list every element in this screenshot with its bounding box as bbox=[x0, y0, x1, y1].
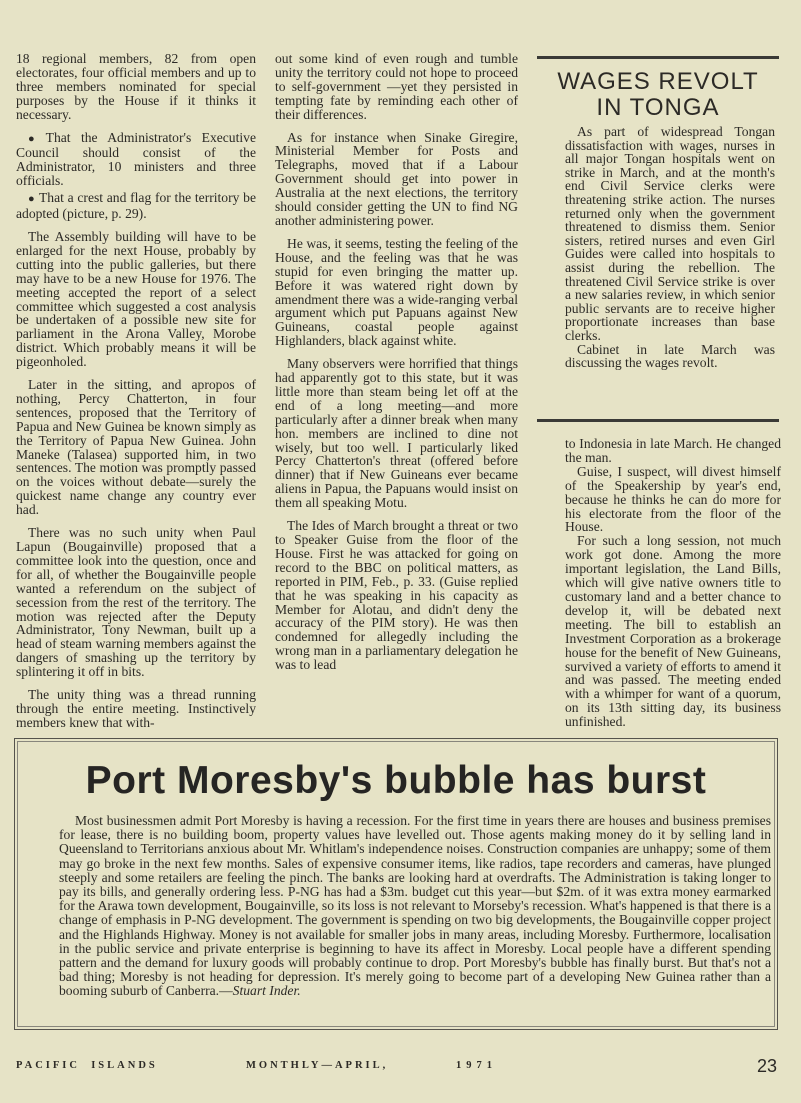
paragraph: 18 regional members, 82 from open electorates, four official members and up to three members nominated for special purposes by the House if it thinks it necessary. bbox=[16, 51, 256, 122]
paragraph: The unity thing was a thread running through the entire meeting. Instinctively members knew that with- bbox=[16, 687, 256, 730]
paragraph: The Ides of March brought a threat or two to Speaker Guise from the floor of the House. First he was attacked for going on record to the BBC on political matters, as reported in PIM, Feb., p. 33. (Guise replied that he was speaking in his capacity as Member for Alotau, and didn't deny the accuracy of the PIM story). He was then condemned for allegedly including the wrong man in a parliamentary delegation he was to lead bbox=[275, 518, 518, 673]
paragraph: For such a long session, not much work got done. Among the more important legislation, the Land Bills, which will give native owners title to customary land and a better chance to develop it, will be debated next meeting. The bill to establish an Investment Corporation as a brokerage house for the benefit of New Guineans, survived a variety of efforts to amend it and was passed. The meeting ended with a whimper for want of a quorum, on its 13th sitting day, its business unfinished. bbox=[565, 533, 781, 730]
issue-month: MONTHLY—APRIL, bbox=[246, 1060, 389, 1071]
bullet-icon: ● bbox=[28, 132, 42, 145]
paragraph: As for instance when Sinake Giregire, Ministerial Member for Posts and Telegraphs, moved that if a Labour Government should get into power in Australia at the next elections, the territory should consider getting the UN to find NG another administering power. bbox=[275, 129, 518, 228]
byline: Stuart Inder. bbox=[232, 983, 301, 999]
paragraph: Guise, I suspect, will divest himself of the Speakership by year's end, because he thinks he can do more for his electorate from the floor of the House. bbox=[565, 463, 781, 535]
paragraph: Later in the sitting, and apropos of nothing, Percy Chatterton, in four sentences, proposed that the Territory of Papua and New Guinea be known simply as the Territory of Papua New Guinea. John Maneke (Talasea) supported him, in two sentences. The motion was promptly passed on the voices without debate—surely the quickest name change any country ever had. bbox=[16, 377, 256, 518]
bullet-item: ● That the Administrator's Executive Council should consist of the Administrator, 10 ministers and three officials. bbox=[16, 129, 256, 189]
article-column-2 bbox=[275, 52, 518, 681]
box-headline: Port Moresby's bubble has burst bbox=[85, 759, 707, 802]
paragraph: The Assembly building will have to be enlarged for the next House, probably by cutting into the public galleries, but there may have to be a new House for 1976. The meeting accepted the report of a select committee which suggested a cost analysis be undertaken of a possible new site for parliament in the Arona Valley, Morobe district. Which probably means it will be pigeonholed. bbox=[16, 228, 256, 370]
paragraph: to Indonesia in late March. He changed the man. bbox=[565, 436, 781, 465]
paragraph: Most businessmen admit Port Moresby is having a recession. For the first time in years there are houses and business premises for lease, there is no building boom, property values have levelled out. Those agents making money do it by selling land in Queensland to Territorians anxious about Mr. Whitlam's independence noises. Construction companies are unhappy; some of them may go broke in the next few months. Sales of expensive consumer items, like radios, tape recorders and cameras, have plunged steeply and some retailers are feeling the pinch. The banks are looking hard at overdrafts. The Administration is taking longer to pay its bills, and generally ordering less. P-NG has had a $3m. budget cut this year—but $2m. of it was extra money earmarked for the Arawa town development, Bougainville, so its loss is not relevant to Morseby's recession. What's happened is that there is a change of emphasis in P-NG development. The government is spending on two big developments, the Bougainville copper project and the Highlands Highway. Money is not available for smaller jobs in many areas, including Moresby. Furthermore, localisation in the public service and private enterprise is beginning to have its affect in Moresby. Local people have a different spending pattern and the demand for luxury goods will probably continue to drop. Port Moresby's bubble has finally burst. But that's not a bad thing; Moresby is not heading for depression. It's merely going to become part of a developing New Guinea rather than a booming suburb of Canberra.—Stuart Inder. bbox=[59, 813, 771, 999]
box-body bbox=[59, 814, 771, 999]
paragraph: There was no such unity when Paul Lapun (Bougainville) proposed that a committee look into the question, once and for all, of whether the Bougainville people wanted a referendum on the subject of secession from the rest of the territory. The motion was rejected after the Deputy Administrator, Tony Newman, built up a head of steam warning members against the dangers of smashing up the territory by splintering it off in bits. bbox=[16, 525, 256, 680]
paragraph: He was, it seems, testing the feeling of the House, and the feeling was that he was stupid for even bringing the matter up. Before it was watered right down by amendment there was a wide-ranging verbal argument which put Papuans against New Guineans, coastal people against Highlanders, black against white. bbox=[275, 235, 518, 349]
article-column-1 bbox=[16, 52, 256, 739]
bullet-icon: ● bbox=[28, 193, 35, 206]
page-number: 23 bbox=[756, 1056, 777, 1076]
page-footer bbox=[16, 1056, 781, 1084]
bubble-burst-box bbox=[14, 738, 778, 1030]
article-column-3 bbox=[565, 437, 781, 738]
issue-year: 1971 bbox=[456, 1060, 497, 1071]
sidebar-headline: WAGES REVOLT IN TONGA bbox=[557, 68, 759, 121]
wages-revolt-sidebar bbox=[537, 56, 779, 422]
bullet-item: ● That a crest and flag for the territory be adopted (picture, p. 29). bbox=[16, 190, 256, 222]
paragraph: As part of widespread Tongan dissatisfaction with wages, nurses in all major Tongan hospitals went on strike in March, and at the month's end Civil Service clerks were threatening strike action. The nurses returned only when the government threatened to dismiss them. Senior sisters, retired nurses and even Girl Guides were called into hospitals to assist during the rebellion. The threatened Civil Service strike is over a new salaries review, in which senior public servants are to receive higher proportionate increases than base clerks. bbox=[565, 124, 775, 343]
paragraph: out some kind of even rough and tumble unity the territory could not hope to proceed to self-government —yet they persisted in tempting fate by reminding each other of their differences. bbox=[275, 51, 518, 122]
publication-name: PACIFIC ISLANDS bbox=[16, 1060, 158, 1071]
paragraph: Cabinet in late March was discussing the wages revolt. bbox=[565, 341, 775, 371]
sidebar-body bbox=[565, 125, 775, 370]
paragraph: Many observers were horrified that things had apparently got to this state, but it was little more than steam being let off at the end of a long meeting—and more particularly after a dinner break when many hon. members are inclined to dine not wisely, but too well. I particularly liked Percy Chatterton's threat (offered before dinner) that if New Guineans ever became aliens in Papua, the Papuans would insist on them all speaking Motu. bbox=[275, 356, 518, 511]
